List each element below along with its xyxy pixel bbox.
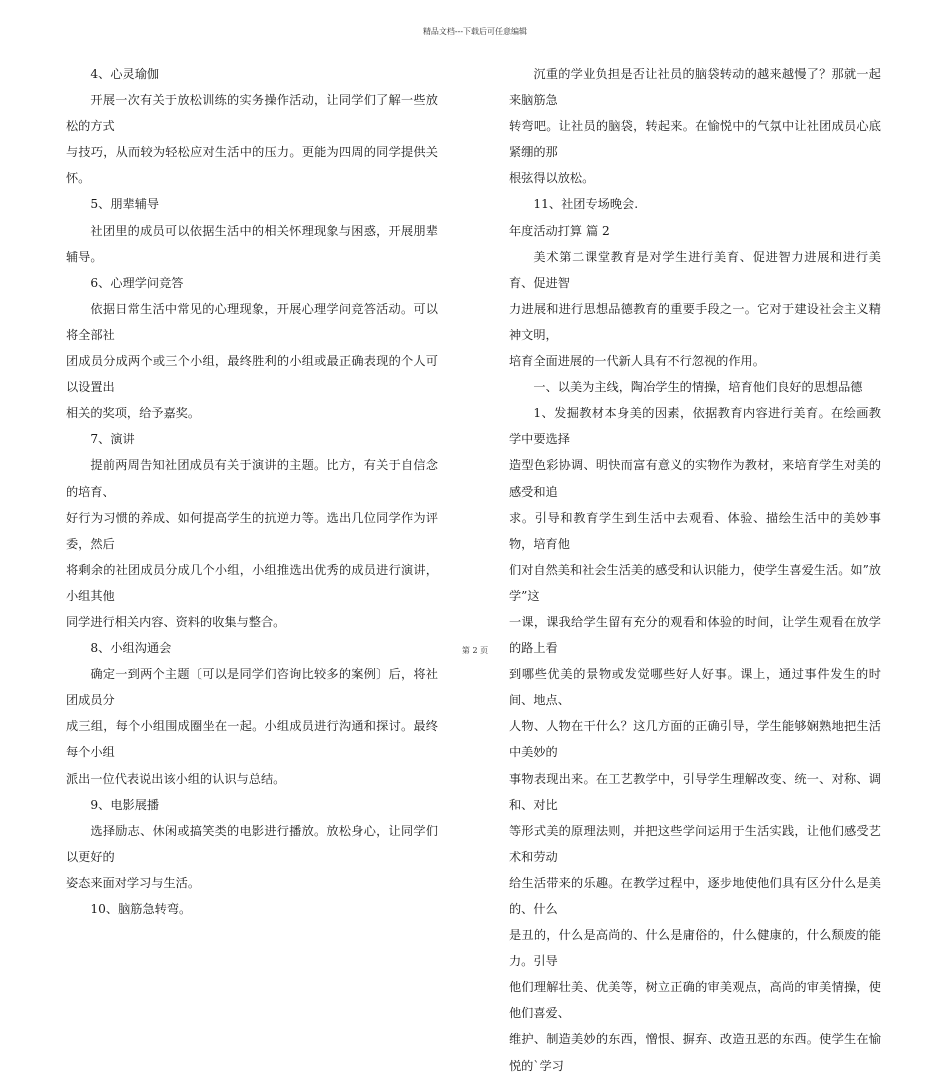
right-column (509, 61, 881, 1079)
section-heading: 7、演讲 (90, 432, 135, 447)
paragraph: 提前两周告知社团成员有关于演讲的主题。比方，有关于自信念的培育、 好行为习惯的养成、如何提高学生的抗逆力等。选出几位同学作为评委，然后 将剩余的社团成员分成几个小组，小组推选出优秀的成员进行演讲，小组其他 同学进行相关内容、资料的收集与整合。 (66, 458, 438, 629)
paragraph: 确定一到两个主题〔可以是同学们咨询比较多的案例〕后，将社团成员分 成三组，每个小组围成圈坐在一起。小组成员进行沟通和探讨。最终每个小组 派出一位代表说出该小组的认识与总结。 (66, 667, 438, 786)
page-header: 精品文档---下载后可任意编辑 (422, 27, 528, 36)
paragraph: 沉重的学业负担是否让社员的脑袋转动的越来越慢了？那就一起来脑筋急 转弯吧。让社员的脑袋，转起来。在愉悦中的气氛中让社团成员心底紧绷的那 根弦得以放松。 (509, 67, 881, 186)
paragraph: 1、发掘教材本身美的因素，依据教育内容进行美育。在绘画教学中要选择 造型色彩协调、明快而富有意义的实物作为教材，来培育学生对美的感受和追 求。引导和教育学生到生活中去观看、体验、描绘生活中的美妙事物，培育他 们对自然美和社会生活美的感受和认识能力，使学生喜爱生活。如”放学”这 一课，课我给学生留有充分的观看和体验的时间，让学生观看在放学的路上看 到哪些优美的景物或发觉哪些好人好事。课上，通过事件发生的时间、地点、 人物、人物在干什么？这几方面的正确引导，学生能够娴熟地把生活中美妙的 事物表现出来。在工艺教学中，引导学生理解改变、统一、对称、调和、对比 等形式美的原理法则，并把这些学问运用于生活实践，让他们感受艺术和劳动 给生活带来的乐趣。在教学过程中，逐步地使他们具有区分什么是美的、什么 是丑的，什么是高尚的、什么是庸俗的，什么健康的，什么颓废的能力。引导 他们理解壮美、优美等，树立正确的审美观点，高尚的审美情操，使他们喜爱、 维护、制造美妙的东西，憎恨、摒弃、改造丑恶的东西。使学生在愉悦的`学习 (509, 406, 881, 1073)
paragraph: 选择励志、休闲或搞笑类的电影进行播放。放松身心，让同学们以更好的 姿态来面对学习与生活。 (66, 823, 438, 890)
page-footer: 第 2 页 (461, 646, 489, 655)
section-heading: 11、社团专场晚会. (533, 197, 639, 212)
section-heading: 5、朋辈辅导 (90, 197, 160, 212)
section-heading: 8、小组沟通会 (90, 641, 172, 656)
section-heading: 年度活动打算 篇 2 (509, 223, 610, 238)
paragraph: 社团里的成员可以依据生活中的相关怀理现象与困惑，开展朋辈辅导。 (66, 223, 438, 264)
section-heading: 一、以美为主线，陶冶学生的情操，培育他们良好的思想品德 (533, 380, 863, 395)
left-column (66, 61, 438, 922)
paragraph: 美术第二课堂教育是对学生进行美育、促进智力进展和进行美育、促进智 力进展和进行思想品德教育的重要手段之一。它对于建设社会主义精神文明， 培育全面进展的一代新人具有不行忽视的作用。 (509, 249, 881, 369)
section-heading: 10、脑筋急转弯。 (90, 902, 192, 916)
section-heading: 6、心理学问竞答 (90, 275, 184, 290)
paragraph: 依据日常生活中常见的心理现象，开展心理学问竞答活动。可以将全部社 团成员分成两个或三个小组，最终胜利的小组或最正确表现的个人可以设置出 相关的奖项，给予嘉奖。 (66, 301, 438, 421)
section-heading: 4、心灵瑜伽 (90, 67, 160, 81)
section-heading: 9、电影展播 (90, 797, 160, 812)
paragraph: 开展一次有关于放松训练的实务操作活动，让同学们了解一些放松的方式 与技巧，从而较为轻松应对生活中的压力。更能为四周的同学提供关怀。 (66, 93, 438, 186)
